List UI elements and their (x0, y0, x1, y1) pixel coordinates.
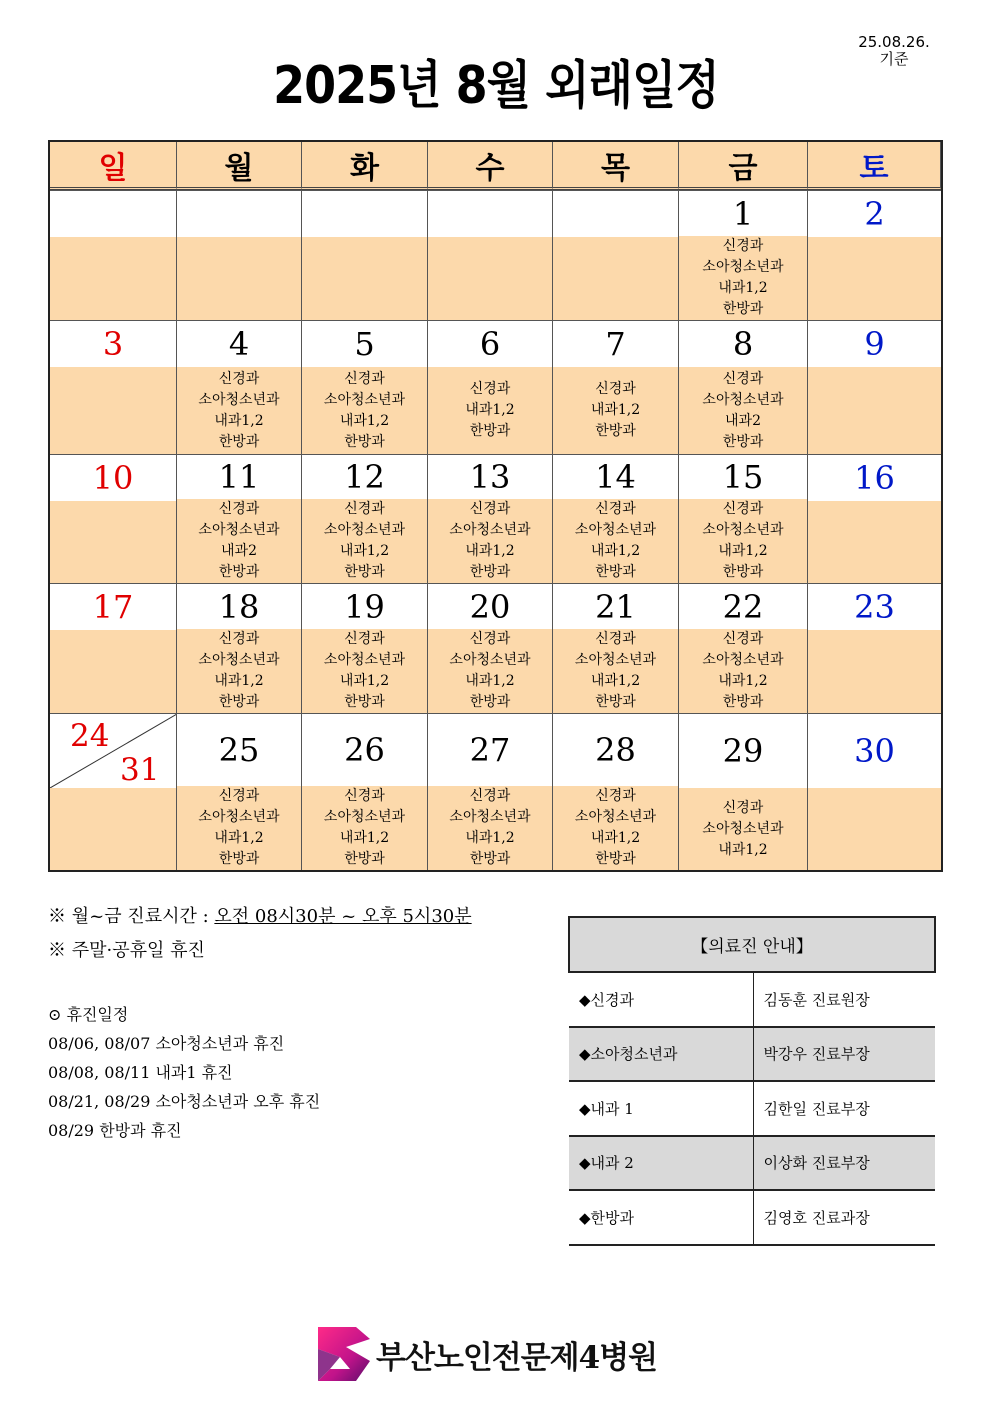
clinic-dept: 소아청소년과 (198, 391, 280, 408)
clinic-dept: 한방과 (722, 433, 764, 450)
day-cell (553, 190, 679, 320)
day-number: 22 (679, 584, 807, 629)
day-cell (50, 320, 177, 454)
clinic-dept: 신경과 (218, 501, 260, 517)
day-number: 7 (553, 321, 678, 367)
clinic-list (50, 630, 176, 713)
day-cell (302, 190, 428, 320)
clinic-dept: 신경과 (218, 788, 260, 804)
day-number: 19 (302, 584, 427, 629)
clinic-dept: 신경과 (344, 788, 385, 804)
day-cell (553, 713, 679, 870)
clinic-list (553, 499, 678, 583)
clinic-list (808, 788, 941, 870)
day-number: 16 (808, 455, 941, 501)
weekday-header: 일 (50, 142, 177, 190)
clinic-list (808, 501, 941, 583)
clinic-dept: 신경과 (218, 631, 260, 647)
clinic-dept: 한방과 (469, 423, 511, 439)
clinic-dept: 내과1,2 (214, 412, 264, 429)
closure-item: 08/21, 08/29 소아청소년과 오후 휴진 (48, 1092, 321, 1111)
hours-note-prefix: ※ 월~금 진료시간 : (48, 906, 215, 927)
clinic-dept: 한방과 (344, 564, 385, 580)
clinic-dept: 신경과 (469, 501, 511, 517)
day-cell (50, 583, 177, 713)
day-number: 23 (808, 584, 941, 630)
day-number: 14 (553, 455, 678, 499)
clinic-dept: 내과1,2 (590, 673, 641, 689)
day-cell (177, 713, 302, 870)
clinic-list (553, 786, 678, 870)
day-cell (808, 454, 941, 583)
clinic-dept: 한방과 (344, 694, 385, 710)
day-cell (679, 583, 808, 713)
staff-heading: 【의료진 안내】 (569, 917, 935, 972)
day-number: 27 (428, 714, 552, 786)
clinic-dept: 신경과 (722, 370, 764, 387)
clinic-list (50, 501, 176, 583)
clinic-dept: 신경과 (595, 788, 636, 804)
clinic-list (50, 788, 176, 870)
clinic-dept: 소아청소년과 (449, 522, 531, 538)
closure-heading: ⊙ 휴진일정 (48, 1005, 129, 1024)
day-cell (428, 713, 553, 870)
staff-dept: ◆내과 1 (569, 1081, 753, 1136)
clinic-list (50, 367, 176, 454)
clinic-dept: 내과1,2 (465, 543, 515, 559)
clinic-dept: 한방과 (218, 564, 260, 580)
staff-row (569, 972, 935, 1027)
clinic-list (428, 629, 552, 713)
clinic-dept: 한방과 (722, 694, 764, 710)
day-number: 1 (679, 191, 807, 236)
clinic-dept: 소아청소년과 (323, 809, 406, 825)
clinic-dept: 소아청소년과 (574, 522, 657, 538)
day-number (302, 191, 427, 237)
clinic-list (428, 367, 552, 454)
clinic-dept: 한방과 (218, 694, 260, 710)
weekday-header: 목 (553, 142, 679, 190)
clinic-list (302, 237, 427, 320)
clinic-dept: 소아청소년과 (198, 652, 280, 668)
day-cell (808, 583, 941, 713)
staff-row (569, 1027, 935, 1082)
day-cell (808, 713, 941, 870)
day-cell (679, 190, 808, 320)
clinic-dept: 내과1,2 (718, 841, 768, 858)
day-number: 2 (808, 191, 941, 237)
clinic-dept: 소아청소년과 (198, 522, 280, 538)
clinic-dept: 한방과 (218, 851, 260, 867)
clinic-dept: 한방과 (469, 851, 511, 867)
clinic-dept: 내과1,2 (718, 280, 768, 296)
clinic-dept: 내과1,2 (590, 543, 641, 559)
clinic-list (679, 499, 807, 583)
clinic-dept: 소아청소년과 (449, 809, 531, 825)
day-cell (302, 713, 428, 870)
day-cell (50, 713, 177, 870)
clinic-list (679, 367, 807, 454)
day-number: 6 (428, 321, 552, 367)
clinic-list (553, 367, 678, 454)
hours-note (48, 902, 472, 928)
clinic-dept: 소아청소년과 (323, 522, 406, 538)
clinic-dept: 소아청소년과 (449, 652, 531, 668)
clinic-dept: 신경과 (722, 799, 764, 816)
clinic-dept: 소아청소년과 (323, 391, 406, 408)
day-cell (177, 190, 302, 320)
closure-schedule (48, 1000, 320, 1145)
clinic-dept: 신경과 (722, 501, 764, 517)
day-number: 30 (808, 714, 941, 788)
weekday-header: 토 (808, 142, 941, 190)
clinic-list (679, 629, 807, 713)
hospital-logo-icon (316, 1325, 372, 1383)
clinic-list (679, 236, 807, 320)
day-number: 29 (679, 714, 807, 788)
clinic-dept: 내과1,2 (590, 830, 641, 846)
day-number: 11 (177, 455, 301, 499)
clinic-dept: 내과1,2 (214, 830, 264, 846)
day-number: 24 (70, 718, 110, 754)
day-cell (553, 320, 679, 454)
clinic-dept: 내과1,2 (465, 830, 515, 846)
hours-note-value: 오전 08시30분 ~ 오후 5시30분 (214, 906, 472, 927)
clinic-dept: 신경과 (344, 631, 385, 647)
clinic-list (302, 499, 427, 583)
clinic-dept: 신경과 (722, 238, 764, 254)
clinic-list (553, 237, 678, 320)
clinic-dept: 소아청소년과 (702, 391, 784, 408)
weekday-header: 금 (679, 142, 808, 190)
clinic-list (302, 629, 427, 713)
hospital-name: 부산노인전문제4병원 (376, 1339, 658, 1376)
staff-doctor: 김한일 진료부장 (753, 1081, 935, 1136)
day-number (428, 191, 552, 237)
clinic-dept: 소아청소년과 (574, 809, 657, 825)
weekend-note: ※ 주말·공휴일 휴진 (48, 940, 205, 961)
day-cell (428, 190, 553, 320)
day-cell (679, 713, 808, 870)
clinic-list (302, 367, 427, 454)
clinic-dept: 한방과 (722, 301, 764, 317)
day-cell (553, 454, 679, 583)
calendar-grid (48, 140, 943, 872)
closure-item: 08/06, 08/07 소아청소년과 휴진 (48, 1034, 285, 1053)
clinic-dept: 내과1,2 (339, 673, 390, 689)
staff-doctor: 김영호 진료과장 (753, 1190, 935, 1245)
day-number: 25 (177, 714, 301, 786)
clinic-dept: 한방과 (595, 851, 636, 867)
staff-dept: ◆소아청소년과 (569, 1027, 753, 1082)
clinic-list (177, 237, 301, 320)
clinic-dept: 내과1,2 (339, 830, 390, 846)
clinic-dept: 소아청소년과 (702, 259, 784, 275)
weekday-header: 월 (177, 142, 302, 190)
staff-row (569, 1190, 935, 1245)
day-number: 21 (553, 584, 678, 629)
clinic-dept: 내과2 (221, 543, 257, 559)
day-cell (302, 583, 428, 713)
staff-doctor: 김동훈 진료원장 (753, 972, 935, 1027)
day-number (50, 191, 176, 237)
clinic-dept: 신경과 (469, 381, 511, 397)
staff-table (568, 916, 936, 1246)
day-cell (553, 583, 679, 713)
page-title: 2025년 8월 외래일정 (273, 54, 719, 116)
clinic-list (428, 499, 552, 583)
date-note-date: 25.08.26. (858, 33, 930, 51)
day-number: 28 (553, 714, 678, 786)
day-cell (428, 320, 553, 454)
staff-dept: ◆한방과 (569, 1190, 753, 1245)
footer (316, 1325, 657, 1383)
day-number: 5 (302, 321, 427, 367)
day-cell (302, 454, 428, 583)
day-number: 17 (50, 584, 176, 630)
clinic-dept: 소아청소년과 (198, 809, 280, 825)
day-number: 20 (428, 584, 552, 629)
clinic-dept: 내과1,2 (465, 402, 515, 418)
clinic-dept: 한방과 (469, 564, 511, 580)
day-number: 8 (679, 321, 807, 367)
day-number: 4 (177, 321, 301, 367)
weekday-header: 화 (302, 142, 428, 190)
closure-item: 08/29 한방과 휴진 (48, 1121, 182, 1140)
clinic-dept: 소아청소년과 (702, 522, 784, 538)
clinic-dept: 신경과 (722, 631, 764, 647)
day-number (553, 191, 678, 237)
clinic-dept: 내과1,2 (339, 412, 390, 429)
clinic-dept: 내과1,2 (718, 543, 768, 559)
split-day-number (50, 714, 176, 788)
day-number: 10 (50, 455, 176, 501)
staff-dept: ◆내과 2 (569, 1136, 753, 1191)
clinic-dept: 한방과 (218, 433, 260, 450)
clinic-list (808, 237, 941, 320)
day-number: 13 (428, 455, 552, 499)
clinic-dept: 한방과 (344, 851, 385, 867)
day-cell (679, 454, 808, 583)
clinic-dept: 신경과 (218, 370, 260, 387)
staff-row (569, 1136, 935, 1191)
clinic-dept: 내과1,2 (590, 402, 641, 418)
staff-doctor: 이상화 진료부장 (753, 1136, 935, 1191)
clinic-dept: 내과1,2 (339, 543, 390, 559)
clinic-dept: 내과1,2 (465, 673, 515, 689)
day-cell (428, 454, 553, 583)
clinic-list (177, 499, 301, 583)
clinic-list (177, 629, 301, 713)
clinic-dept: 신경과 (595, 381, 636, 397)
clinic-dept: 신경과 (595, 631, 636, 647)
clinic-list (50, 237, 176, 320)
day-cell (50, 190, 177, 320)
clinic-dept: 내과2 (725, 412, 761, 429)
day-number (177, 191, 301, 237)
clinic-list (177, 367, 301, 454)
clinic-dept: 한방과 (344, 433, 385, 450)
clinic-list (808, 367, 941, 454)
clinic-list (553, 629, 678, 713)
day-cell (177, 320, 302, 454)
clinic-dept: 한방과 (595, 423, 636, 439)
clinic-dept: 신경과 (344, 501, 385, 517)
clinic-dept: 신경과 (469, 631, 511, 647)
weekday-header: 수 (428, 142, 553, 190)
day-cell (808, 320, 941, 454)
day-number: 9 (808, 321, 941, 367)
staff-doctor: 박강우 진료부장 (753, 1027, 935, 1082)
clinic-list (428, 786, 552, 870)
clinic-dept: 소아청소년과 (574, 652, 657, 668)
day-number: 3 (50, 321, 176, 367)
day-number: 31 (120, 752, 160, 788)
clinic-dept: 한방과 (595, 564, 636, 580)
clinic-dept: 내과1,2 (214, 673, 264, 689)
clinic-dept: 소아청소년과 (702, 820, 784, 837)
clinic-dept: 한방과 (722, 564, 764, 580)
clinic-dept: 소아청소년과 (702, 652, 784, 668)
clinic-dept: 신경과 (595, 501, 636, 517)
day-number: 26 (302, 714, 427, 786)
day-number: 12 (302, 455, 427, 499)
closure-item: 08/08, 08/11 내과1 휴진 (48, 1063, 233, 1082)
clinic-list (428, 237, 552, 320)
clinic-list (302, 786, 427, 870)
staff-dept: ◆신경과 (569, 972, 753, 1027)
clinic-dept: 한방과 (595, 694, 636, 710)
staff-row (569, 1081, 935, 1136)
clinic-dept: 신경과 (469, 788, 511, 804)
clinic-list (679, 788, 807, 870)
clinic-dept: 소아청소년과 (323, 652, 406, 668)
day-cell (302, 320, 428, 454)
day-number: 18 (177, 584, 301, 629)
day-number: 15 (679, 455, 807, 499)
clinic-dept: 신경과 (344, 370, 385, 387)
day-cell (50, 454, 177, 583)
clinic-dept: 내과1,2 (718, 673, 768, 689)
clinic-list (808, 630, 941, 713)
day-cell (679, 320, 808, 454)
clinic-dept: 한방과 (469, 694, 511, 710)
day-cell (428, 583, 553, 713)
day-cell (808, 190, 941, 320)
clinic-list (177, 786, 301, 870)
date-note-label: 기준 (879, 50, 909, 68)
day-cell (177, 583, 302, 713)
day-cell (177, 454, 302, 583)
